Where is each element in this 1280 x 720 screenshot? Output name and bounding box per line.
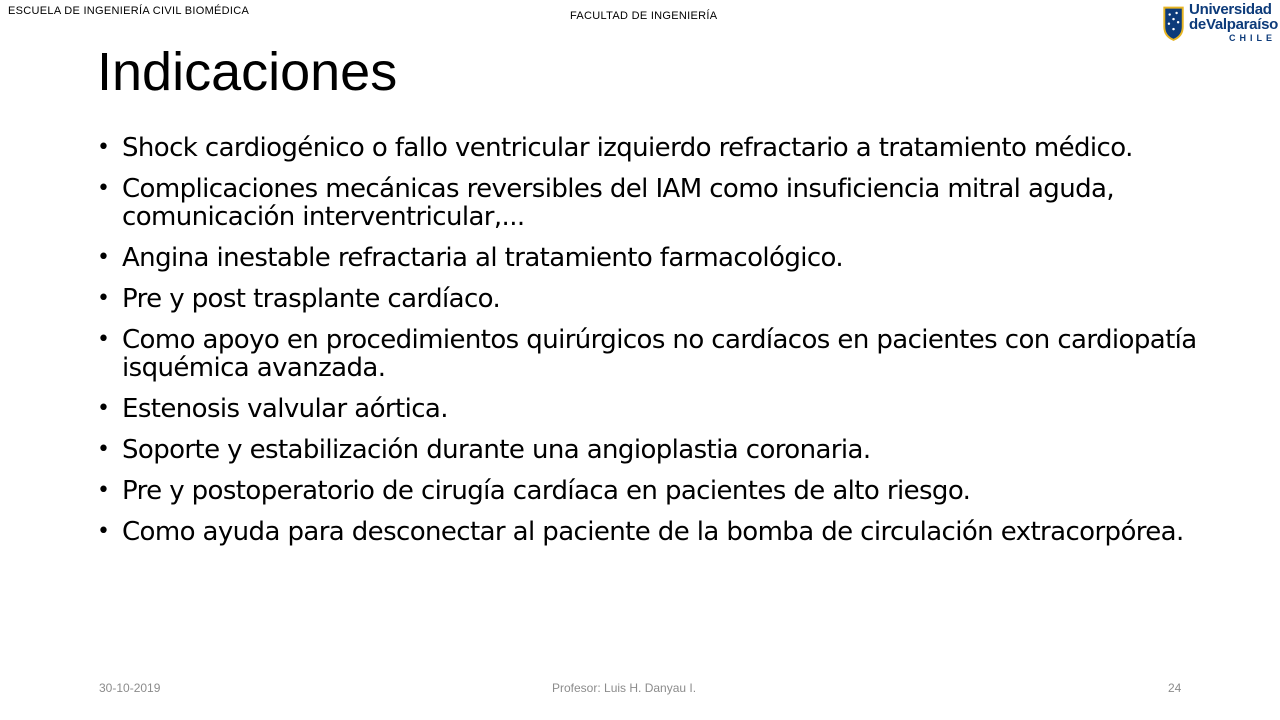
footer-professor: Profesor: Luis H. Danyau I. bbox=[552, 681, 697, 695]
list-item bbox=[97, 518, 1207, 546]
list-item bbox=[97, 436, 1207, 464]
list-item bbox=[97, 175, 1207, 231]
list-item bbox=[97, 326, 1207, 382]
page-number: 24 bbox=[1168, 681, 1182, 695]
list-item bbox=[97, 395, 1207, 423]
bullet-text: Shock cardiogénico o fallo ventricular izquierdo refractario a tratamiento médico. bbox=[122, 133, 1133, 163]
bullet-dot: • bbox=[97, 519, 110, 544]
logo-text-universidad: Universidad bbox=[1189, 1, 1272, 18]
list-item bbox=[97, 244, 1207, 272]
footer-date: 30-10-2019 bbox=[99, 681, 161, 695]
bullet-dot: • bbox=[97, 396, 110, 421]
bullet-dot: • bbox=[97, 437, 110, 462]
school-header: ESCUELA DE INGENIERÍA CIVIL BIOMÉDICA bbox=[8, 5, 250, 17]
bullet-text: Soporte y estabilización durante una angioplastia coronaria. bbox=[122, 435, 871, 465]
logo-text-valparaiso: deValparaíso bbox=[1189, 16, 1278, 33]
bullet-text: Como apoyo en procedimientos quirúrgicos no cardíacos en pacientes con cardiopatía isquémica avanzada. bbox=[122, 325, 1197, 383]
bullet-text: Estenosis valvular aórtica. bbox=[122, 394, 448, 424]
university-logo bbox=[1162, 0, 1278, 50]
indications-list bbox=[97, 134, 1207, 559]
bullet-text: Pre y postoperatorio de cirugía cardíaca en pacientes de alto riesgo. bbox=[122, 476, 971, 506]
bullet-text: Como ayuda para desconectar al paciente de la bomba de circulación extracorpórea. bbox=[122, 517, 1184, 547]
bullet-dot: • bbox=[97, 478, 110, 503]
bullet-text: Complicaciones mecánicas reversibles del IAM como insuficiencia mitral aguda, comunicación interventricular,... bbox=[122, 174, 1114, 232]
logo-text-chile: CHILE bbox=[1229, 33, 1276, 43]
bullet-dot: • bbox=[97, 327, 110, 352]
list-item bbox=[97, 477, 1207, 505]
bullet-dot: • bbox=[97, 245, 110, 270]
list-item bbox=[97, 285, 1207, 313]
list-item bbox=[97, 134, 1207, 162]
bullet-dot: • bbox=[97, 286, 110, 311]
university-shield-icon bbox=[1162, 0, 1185, 46]
bullet-text: Angina inestable refractaria al tratamiento farmacológico. bbox=[122, 243, 844, 273]
faculty-header: FACULTAD DE INGENIERÍA bbox=[570, 10, 718, 22]
bullet-dot: • bbox=[97, 135, 110, 160]
bullet-dot: • bbox=[97, 176, 110, 201]
bullet-text: Pre y post trasplante cardíaco. bbox=[122, 284, 501, 314]
slide-title: Indicaciones bbox=[97, 42, 398, 102]
